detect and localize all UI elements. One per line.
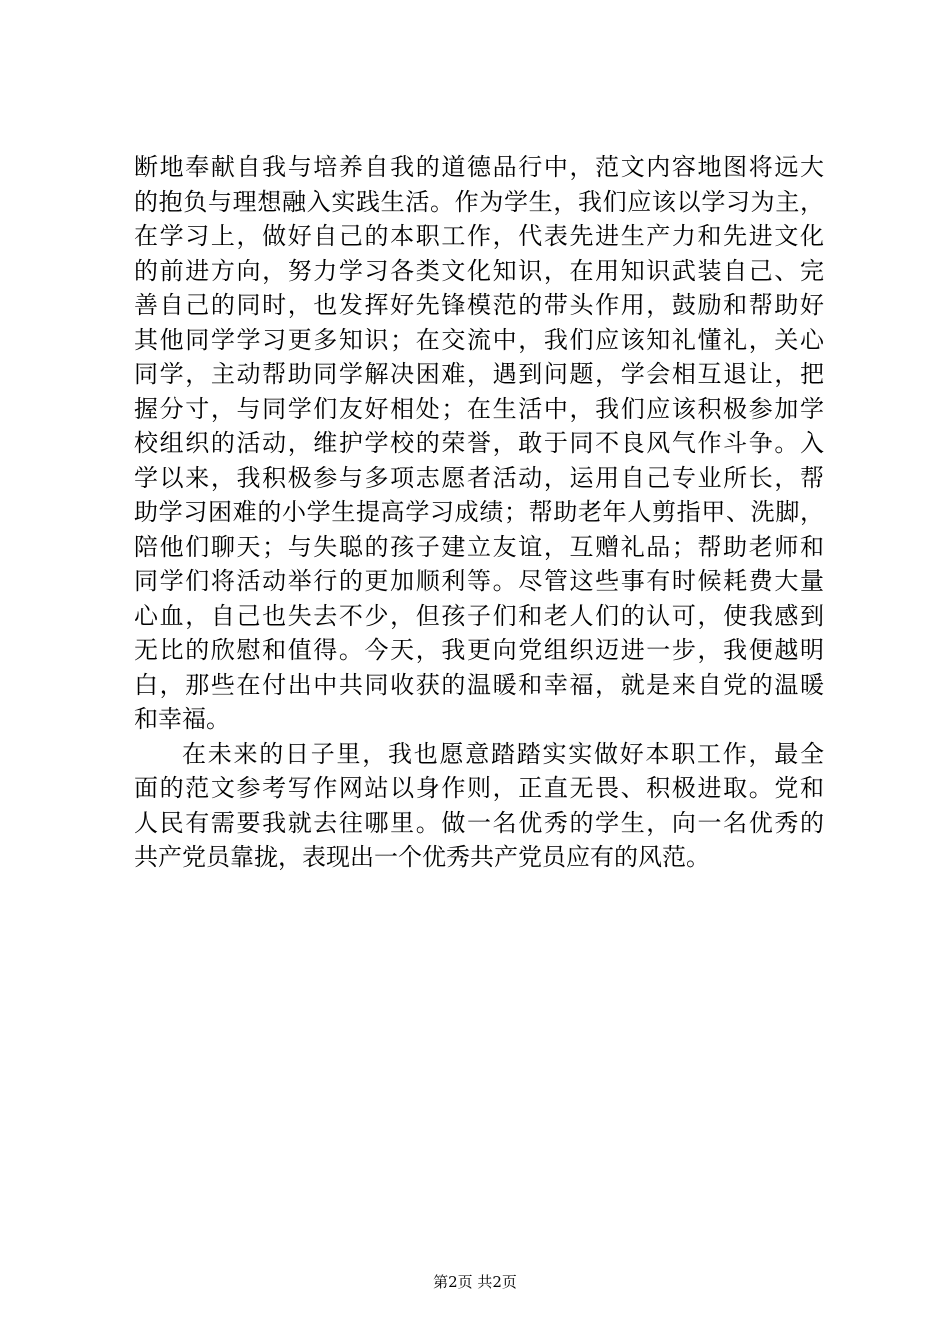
page-footer: 第2页 共2页 [433,1273,517,1291]
text-line: 陪他们聊天；与失聪的孩子建立友谊，互赠礼品；帮助老师和 [134,532,824,561]
text-line: 学以来，我积极参与多项志愿者活动，运用自己专业所长，帮 [134,463,824,492]
body-text [134,150,824,875]
text-line: 在未来的日子里，我也愿意踏踏实实做好本职工作，最全 [182,739,824,768]
text-line: 助学习困难的小学生提高学习成绩；帮助老年人剪指甲、洗脚， [134,498,824,526]
text-line: 同学们将活动举行的更加顺利等。尽管这些事有时候耗费大量 [134,567,824,595]
text-line: 共产党员靠拢，表现出一个优秀共产党员应有的风范。 [134,843,710,871]
text-line: 其他同学学习更多知识；在交流中，我们应该知礼懂礼，关心 [134,325,824,354]
text-line: 面的范文参考写作网站以身作则，正直无畏、积极进取。党和 [134,774,824,802]
paragraph-2 [134,737,824,875]
text-line: 无比的欣慰和值得。今天，我更向党组织迈进一步，我便越明 [134,636,824,664]
text-line: 在学习上，做好自己的本职工作，代表先进生产力和先进文化 [134,222,824,250]
text-line: 的抱负与理想融入实践生活。作为学生，我们应该以学习为主， [134,187,824,216]
text-line: 断地奉献自我与培养自我的道德品行中，范文内容地图将远大 [134,153,824,181]
paragraph-1 [134,150,824,737]
text-line: 和幸福。 [134,705,230,733]
text-line: 的前进方向，努力学习各类文化知识，在用知识武装自己、完 [134,256,824,285]
text-line: 善自己的同时，也发挥好先锋模范的带头作用，鼓励和帮助好 [134,291,824,319]
text-line: 同学，主动帮助同学解决困难，遇到问题，学会相互退让，把 [134,360,824,388]
text-line: 握分寸，与同学们友好相处；在生活中，我们应该积极参加学 [134,394,824,423]
text-line: 人民有需要我就去往哪里。做一名优秀的学生，向一名优秀的 [134,808,824,837]
text-line: 心血，自己也失去不少，但孩子们和老人们的认可，使我感到 [134,601,824,630]
text-line: 校组织的活动，维护学校的荣誉，敢于同不良风气作斗争。入 [134,429,824,457]
text-line: 白，那些在付出中共同收获的温暖和幸福，就是来自党的温暖 [134,670,824,699]
